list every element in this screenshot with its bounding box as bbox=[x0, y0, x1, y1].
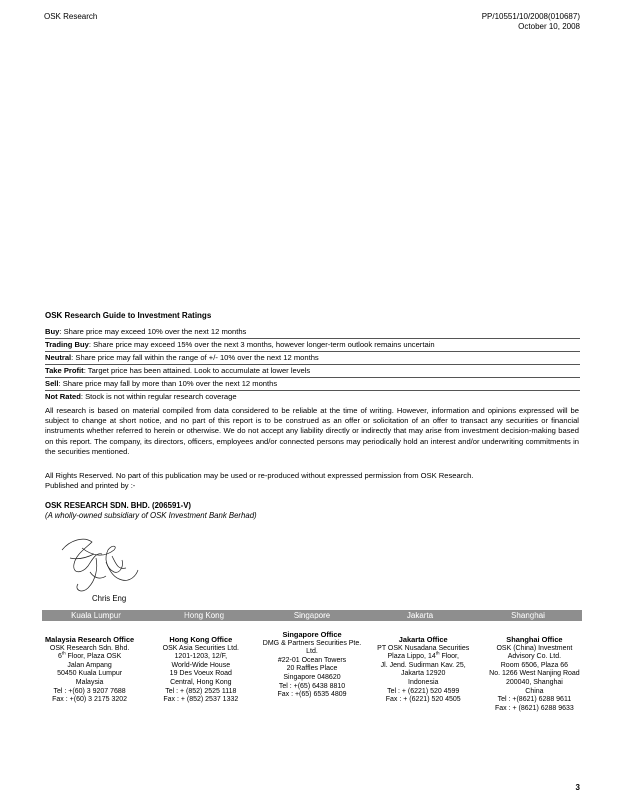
rating-desc: : Stock is not within regular research coverage bbox=[80, 392, 237, 401]
office-title: Malaysia Research Office bbox=[45, 635, 135, 644]
office-fax: Fax : + (6221) 520 4505 bbox=[385, 696, 461, 704]
header-publisher: OSK Research bbox=[44, 12, 98, 21]
office-phone: Tel : + (852) 2525 1118 bbox=[165, 687, 237, 695]
rating-desc: : Share price may exceed 15% over the next 3 months, however longer-term outlook remains uncertain bbox=[88, 340, 435, 349]
city-label: Jakarta bbox=[406, 611, 434, 620]
office-line: Central, Hong Kong bbox=[170, 678, 232, 686]
office-fax: Fax : + (852) 2537 1332 bbox=[163, 696, 239, 704]
office-line: Indonesia bbox=[408, 678, 439, 686]
office-malaysia bbox=[34, 636, 145, 713]
rating-desc: : Share price may fall by more than 10% over the next 12 months bbox=[58, 379, 278, 388]
rating-desc: : Share price may exceed 10% over the next 12 months bbox=[59, 327, 247, 336]
office-fax: Fax : +(60) 3 2175 3202 bbox=[52, 696, 128, 704]
rating-term: Take Profit bbox=[45, 366, 84, 375]
office-phone: Tel : +(60) 3 9207 7688 bbox=[53, 687, 126, 695]
disclaimer-paragraph: All research is based on material compiled from data considered to be reliable at the time of writing. However, information and opinions expressed will be subject to change at short notice, and no part of this report is to be construed as an offer or solicitation of an offer to transact any securities or financial instruments whether referred to herein or otherwise. We do not accept any liability directly or indirectly that may arise from investment decision-making based on this report. The company, its directors, officers, employees and/or connected persons may periodically hold an interest and/or underwriting commitments in the securities mentioned. bbox=[45, 406, 579, 456]
rating-neutral bbox=[45, 352, 580, 365]
rating-take-profit bbox=[45, 365, 580, 378]
office-line: OSK Research Sdn. Bhd. bbox=[49, 644, 130, 652]
signatory-name: Chris Eng bbox=[92, 594, 127, 603]
header-reference bbox=[482, 12, 580, 32]
office-singapore bbox=[256, 631, 367, 713]
city-label: Hong Kong bbox=[183, 611, 225, 620]
office-hong-kong bbox=[145, 636, 256, 713]
page-number: 3 bbox=[575, 783, 580, 792]
rating-desc: : Share price may fall within the range of +/- 10% over the next 12 months bbox=[71, 353, 319, 362]
office-phone: Tel : +(65) 6438 8810 bbox=[278, 682, 346, 690]
rights-notice bbox=[45, 471, 579, 491]
office-line: 200040, Shanghai bbox=[505, 678, 563, 686]
office-phone: Tel : +(8621) 6288 9611 bbox=[497, 696, 572, 704]
rights-line: All Rights Reserved. No part of this publication may be used or re-produced without expressed permission from OSK Research. bbox=[45, 471, 474, 480]
office-line: Jalan Ampang bbox=[67, 661, 112, 669]
office-directory bbox=[34, 630, 590, 713]
permit-number: PP/10551/10/2008(010687) bbox=[481, 12, 580, 21]
rating-term: Sell bbox=[45, 379, 59, 388]
published-by: Published and printed by :- bbox=[45, 481, 136, 491]
rating-desc: : Target price has been attained. Look to accumulate at lower levels bbox=[83, 366, 311, 375]
office-line: No. 1266 West Nanjing Road bbox=[489, 670, 580, 678]
office-title: Hong Kong Office bbox=[169, 635, 233, 644]
rating-buy bbox=[45, 326, 580, 339]
office-line: 19 Des Voeux Road bbox=[169, 670, 232, 678]
office-line: Malaysia bbox=[75, 678, 104, 686]
city-banner bbox=[42, 610, 582, 621]
office-title: Shanghai Office bbox=[506, 635, 563, 644]
rating-term: Not Rated bbox=[45, 392, 81, 401]
office-line: 20 Raffles Place bbox=[286, 665, 338, 673]
office-line: Jakarta 12920 bbox=[401, 670, 446, 678]
office-line: OSK Asia Securities Ltd. bbox=[162, 644, 239, 652]
handwritten-signature bbox=[52, 528, 142, 598]
office-line: 6th Floor, Plaza OSK bbox=[57, 650, 122, 661]
rating-trading-buy bbox=[45, 339, 580, 352]
rating-term: Trading Buy bbox=[45, 340, 89, 349]
office-line: PT OSK Nusadana Securities bbox=[377, 644, 470, 652]
city-label: Kuala Lumpur bbox=[71, 611, 121, 620]
city-label: Singapore bbox=[293, 611, 331, 620]
company-name: OSK RESEARCH SDN. BHD. (206591-V) bbox=[45, 501, 192, 510]
ratings-guide-title: OSK Research Guide to Investment Ratings bbox=[45, 311, 212, 320]
office-line: Jl. Jend. Sudirman Kav. 25, bbox=[380, 661, 466, 669]
office-line: 50450 Kuala Lumpur bbox=[57, 670, 123, 678]
rating-term: Buy bbox=[45, 327, 60, 336]
office-line: Room 6506, Plaza 66 bbox=[500, 661, 569, 669]
office-title: Jakarta Office bbox=[398, 635, 448, 644]
office-line: World-Wide House bbox=[171, 661, 231, 669]
office-line: Plaza Lippo, 14th Floor, bbox=[387, 650, 459, 661]
city-label: Shanghai bbox=[511, 611, 545, 620]
office-phone: Tel : + (6221) 520 4599 bbox=[387, 687, 460, 695]
office-jakarta bbox=[368, 636, 479, 713]
office-line: OSK (China) Investment bbox=[496, 644, 573, 652]
report-date: October 10, 2008 bbox=[518, 22, 580, 31]
ratings-table bbox=[45, 326, 580, 403]
office-line: 1201-1203, 12/F, bbox=[174, 653, 228, 661]
office-fax: Fax : +(65) 6535 4809 bbox=[277, 691, 347, 699]
office-line: DMG & Partners Securities Pte. Ltd. bbox=[262, 639, 362, 656]
office-shanghai bbox=[479, 636, 590, 713]
office-title: Singapore Office bbox=[282, 630, 342, 639]
rating-not-rated bbox=[45, 391, 580, 403]
office-line: Advisory Co. Ltd. bbox=[507, 653, 562, 661]
office-line: China bbox=[525, 687, 544, 695]
company-block bbox=[45, 501, 257, 521]
office-line: Singapore 048620 bbox=[283, 673, 341, 681]
office-fax: Fax : + (8621) 6288 9633 bbox=[495, 704, 574, 712]
rating-sell bbox=[45, 378, 580, 391]
rating-term: Neutral bbox=[45, 353, 72, 362]
office-line: #22-01 Ocean Towers bbox=[277, 656, 347, 664]
company-subsidiary: (A wholly-owned subsidiary of OSK Investment Bank Berhad) bbox=[45, 511, 257, 520]
